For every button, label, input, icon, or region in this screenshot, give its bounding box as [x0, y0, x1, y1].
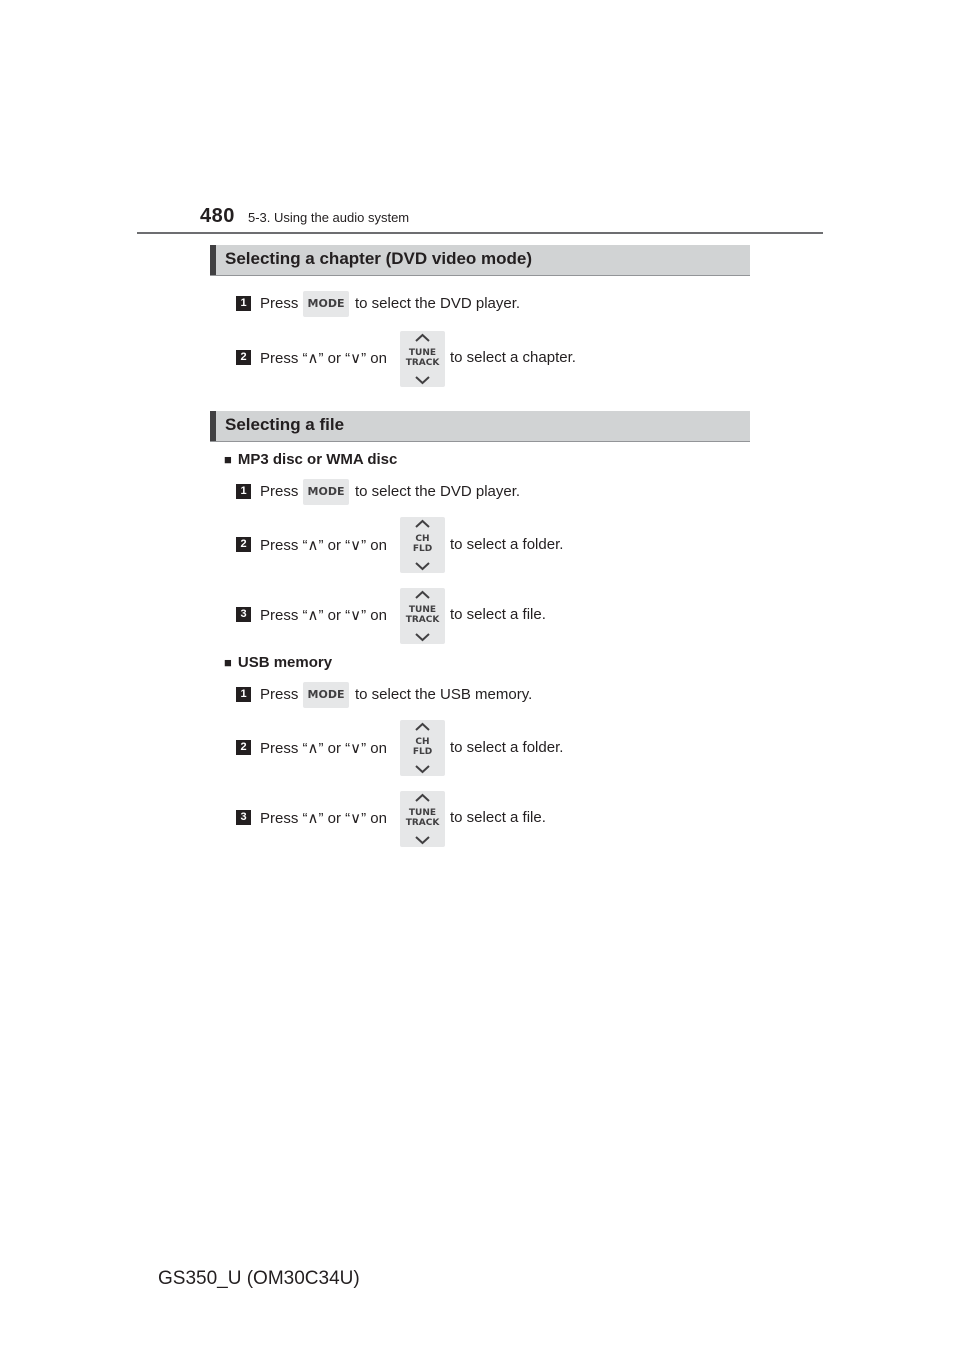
subsection-title: MP3 disc or WMA disc [237, 451, 398, 468]
step-text-after: to select a folder. [450, 536, 564, 553]
rocker-label-top: TUNE [408, 605, 437, 615]
step-number: 3 [236, 607, 251, 622]
tune-track-rocker-icon [400, 791, 445, 847]
step-number: 1 [236, 484, 251, 499]
mode-button-icon [303, 682, 349, 708]
mode-button-icon [303, 291, 349, 317]
step-text-before: Press “∧” or “∨” on [260, 537, 387, 554]
rocker-label-bottom: TRACK [405, 818, 440, 828]
footer-model-code: GS350_U (OM30C34U) [158, 1268, 360, 1289]
rocker-label-top: CH [415, 737, 430, 747]
step-text-after: to select a file. [450, 809, 546, 826]
step-number: 2 [236, 350, 251, 365]
step-text-after: to select a chapter. [450, 349, 576, 366]
rocker-label-bottom: FLD [412, 544, 433, 554]
subsection-heading-mp3 [224, 451, 397, 468]
rocker-label-top: CH [415, 534, 430, 544]
mode-button-label: MODE [307, 297, 345, 310]
step-text-before: Press “∧” or “∨” on [260, 740, 387, 757]
step-text-before: Press “∧” or “∨” on [260, 350, 387, 367]
step-number: 2 [236, 537, 251, 552]
tune-track-rocker-icon [400, 588, 445, 644]
page-number: 480 [200, 205, 235, 227]
section-bar-chapter [210, 245, 750, 275]
rocker-label-top: TUNE [408, 348, 437, 358]
step-number: 2 [236, 740, 251, 755]
square-bullet-icon: ■ [224, 452, 232, 467]
mode-button-label: MODE [307, 688, 345, 701]
step-text-before: Press “∧” or “∨” on [260, 810, 387, 827]
step-number: 3 [236, 810, 251, 825]
tune-track-rocker-icon [400, 331, 445, 387]
step-text-after: to select a file. [450, 606, 546, 623]
step-text-after: to select the USB memory. [355, 686, 533, 703]
rocker-label-bottom: TRACK [405, 615, 440, 625]
header-rule [137, 232, 823, 234]
step-text-before: Press [260, 295, 299, 312]
mode-button-icon [303, 479, 349, 505]
rocker-label-bottom: TRACK [405, 358, 440, 368]
ch-fld-rocker-icon [400, 720, 445, 776]
square-bullet-icon: ■ [224, 655, 232, 670]
section-title: Selecting a file [225, 415, 345, 434]
mode-button-label: MODE [307, 485, 345, 498]
subsection-heading-usb [224, 654, 332, 671]
ch-fld-rocker-icon [400, 517, 445, 573]
section-label: 5-3. Using the audio system [248, 210, 410, 225]
step-number: 1 [236, 296, 251, 311]
section-rule [210, 275, 750, 276]
rocker-label-top: TUNE [408, 808, 437, 818]
rocker-label-bottom: FLD [412, 747, 433, 757]
step-text-after: to select the DVD player. [355, 295, 521, 312]
step-number: 1 [236, 687, 251, 702]
subsection-title: USB memory [237, 654, 333, 671]
section-title: Selecting a chapter (DVD video mode) [225, 249, 533, 268]
step-text-before: Press [260, 483, 299, 500]
step-text-before: Press [260, 686, 299, 703]
step-text-before: Press “∧” or “∨” on [260, 607, 387, 624]
section-bar-file [210, 411, 750, 441]
step-text-after: to select a folder. [450, 739, 564, 756]
step-text-after: to select the DVD player. [355, 483, 521, 500]
section-rule [210, 441, 750, 442]
